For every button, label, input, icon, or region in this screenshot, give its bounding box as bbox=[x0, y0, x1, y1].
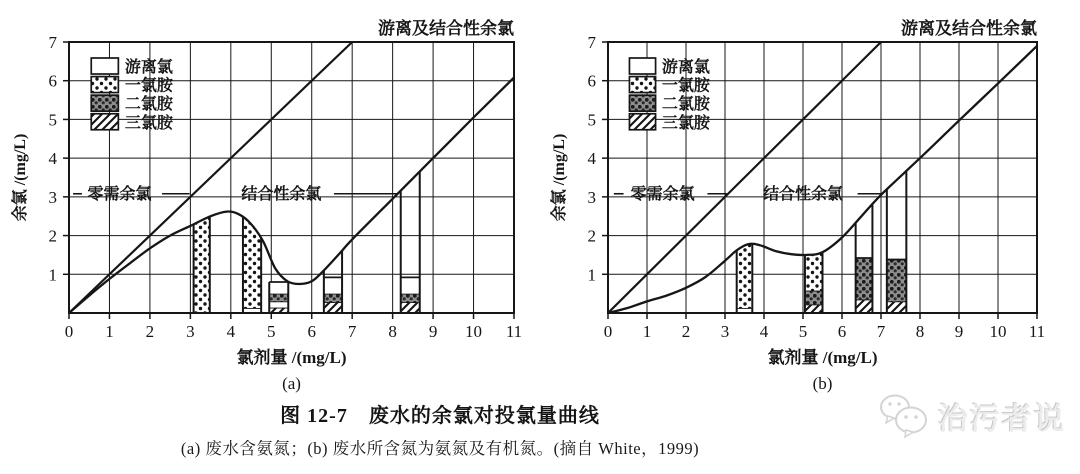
bar-segment-di bbox=[856, 258, 873, 299]
annotation-label: 零需余氯 bbox=[630, 185, 695, 203]
x-tick-label: 2 bbox=[145, 322, 155, 341]
y-tick-label: 1 bbox=[587, 265, 596, 285]
x-tick-label: 2 bbox=[681, 322, 691, 341]
bar-segment-mono bbox=[194, 212, 210, 313]
y-tick-label: 7 bbox=[48, 33, 57, 52]
legend-label: 二氯胺 bbox=[661, 96, 710, 114]
legend-swatch-free bbox=[629, 58, 655, 74]
bar-segment-mono bbox=[805, 251, 823, 290]
y-axis-title: 余氯 /(mg/L) bbox=[551, 133, 568, 222]
legend-label: 游离氯 bbox=[124, 59, 173, 77]
bar bbox=[887, 171, 907, 313]
bar-segment-di bbox=[887, 260, 907, 302]
y-tick-label: 2 bbox=[587, 226, 596, 246]
x-tick-label: 4 bbox=[226, 322, 236, 341]
figure-caption-subtitle: (a) 废水含氨氮；(b) 废水所含氮为氨氮及有机氮。(摘自 White，1999) bbox=[180, 439, 700, 458]
bar bbox=[269, 282, 288, 313]
legend-swatch-di bbox=[629, 95, 655, 111]
bar-segment-tri bbox=[856, 299, 873, 313]
x-tick-label: 0 bbox=[603, 322, 613, 341]
x-tick-label: 8 bbox=[915, 322, 925, 341]
legend-item bbox=[91, 57, 173, 76]
y-tick-label: 5 bbox=[48, 110, 57, 130]
y-tick-label: 2 bbox=[48, 226, 57, 246]
chart-a-breakpoint-curve bbox=[0, 0, 540, 400]
x-tick-label: 5 bbox=[798, 322, 808, 341]
legend-swatch-mono bbox=[91, 77, 118, 93]
x-tick-label: 3 bbox=[186, 322, 195, 341]
subplot-label: (b) bbox=[812, 374, 833, 393]
legend-item bbox=[91, 76, 174, 95]
subplot-label: (a) bbox=[282, 374, 301, 393]
x-tick-label: 8 bbox=[388, 322, 397, 341]
bar-segment-di bbox=[269, 294, 288, 302]
y-tick-label: 3 bbox=[587, 187, 596, 207]
legend-label: 游离氯 bbox=[661, 59, 710, 77]
bar bbox=[401, 172, 420, 313]
legend-swatch-tri bbox=[629, 114, 655, 130]
bar-segment-tri bbox=[324, 302, 342, 313]
y-tick-label: 5 bbox=[587, 110, 596, 130]
x-tick-label: 6 bbox=[837, 322, 847, 341]
legend bbox=[629, 57, 710, 132]
y-tick-label: 4 bbox=[587, 149, 596, 169]
y-tick-label: 6 bbox=[48, 71, 57, 91]
x-axis-title: 氯剂量 /(mg/L) bbox=[767, 348, 878, 367]
bar-segment-di bbox=[324, 294, 342, 303]
bar bbox=[194, 212, 210, 313]
x-tick-label: 1 bbox=[105, 322, 114, 341]
figure-caption-title: 图 12-7 废水的余氯对投氯量曲线 bbox=[280, 405, 600, 427]
bar bbox=[805, 251, 823, 313]
x-tick-label: 11 bbox=[1028, 322, 1046, 341]
y-axis-title: 余氯 /(mg/L) bbox=[12, 133, 29, 222]
chart-b-breakpoint-curve bbox=[540, 0, 1080, 400]
line-title: 游离及结合性余氯 bbox=[378, 19, 514, 38]
bar-segment-free bbox=[401, 277, 420, 293]
legend-swatch-di bbox=[91, 95, 118, 111]
bar-segment-free bbox=[324, 277, 342, 293]
y-tick-label: 4 bbox=[48, 149, 57, 169]
legend-swatch-tri bbox=[91, 114, 118, 130]
legend-label: 二氯胺 bbox=[124, 96, 173, 114]
bar-segment-mono bbox=[737, 241, 753, 308]
annotation-label: 零需余氯 bbox=[87, 185, 152, 203]
legend-item bbox=[91, 113, 174, 132]
legend-label: 一氯胺 bbox=[124, 77, 173, 95]
bar-segment-di bbox=[401, 294, 420, 303]
figure-caption bbox=[0, 399, 880, 459]
legend-item bbox=[91, 94, 174, 113]
bar bbox=[737, 241, 753, 313]
annotation-label: 结合性余氯 bbox=[241, 185, 322, 203]
y-tick-label: 1 bbox=[48, 265, 57, 285]
x-tick-label: 10 bbox=[465, 322, 483, 341]
x-tick-label: 1 bbox=[642, 322, 652, 341]
x-tick-label: 4 bbox=[759, 322, 769, 341]
x-tick-label: 5 bbox=[267, 322, 276, 341]
x-tick-label: 0 bbox=[64, 322, 74, 341]
legend bbox=[91, 57, 174, 132]
bar-segment-di bbox=[805, 291, 823, 305]
legend-swatch-mono bbox=[629, 77, 655, 93]
x-tick-label: 3 bbox=[720, 322, 730, 341]
legend-label: 三氯胺 bbox=[124, 114, 173, 132]
wechat-chat-bubbles-icon bbox=[878, 392, 930, 440]
x-tick-label: 7 bbox=[347, 322, 357, 341]
bar-segment-tri bbox=[887, 301, 907, 313]
x-tick-label: 9 bbox=[954, 322, 964, 341]
legend-swatch-free bbox=[91, 58, 118, 74]
x-tick-label: 10 bbox=[989, 322, 1007, 341]
annotation-label: 结合性余氯 bbox=[762, 185, 844, 203]
watermark-text: 治污者说 bbox=[938, 403, 1066, 436]
y-tick-label: 3 bbox=[48, 187, 57, 207]
legend-item bbox=[629, 113, 710, 132]
legend-item bbox=[629, 94, 710, 113]
watermark bbox=[878, 392, 1066, 440]
bar-segment-tri bbox=[401, 302, 420, 313]
legend-item bbox=[629, 76, 710, 95]
x-axis-title: 氯剂量 /(mg/L) bbox=[236, 348, 347, 367]
legend-label: 三氯胺 bbox=[661, 114, 710, 132]
x-tick-label: 9 bbox=[428, 322, 438, 341]
y-tick-label: 7 bbox=[587, 33, 596, 52]
bar-segment-tri bbox=[805, 304, 823, 313]
x-tick-label: 6 bbox=[307, 322, 316, 341]
line-title: 游离及结合性余氯 bbox=[901, 19, 1037, 38]
x-tick-label: 7 bbox=[876, 322, 886, 341]
bar-segment-free bbox=[269, 282, 288, 294]
y-tick-label: 6 bbox=[587, 71, 596, 91]
x-tick-label: 11 bbox=[505, 322, 523, 341]
legend-item bbox=[629, 57, 709, 76]
bar-segment-free bbox=[269, 301, 288, 307]
legend-label: 一氯胺 bbox=[661, 77, 710, 95]
